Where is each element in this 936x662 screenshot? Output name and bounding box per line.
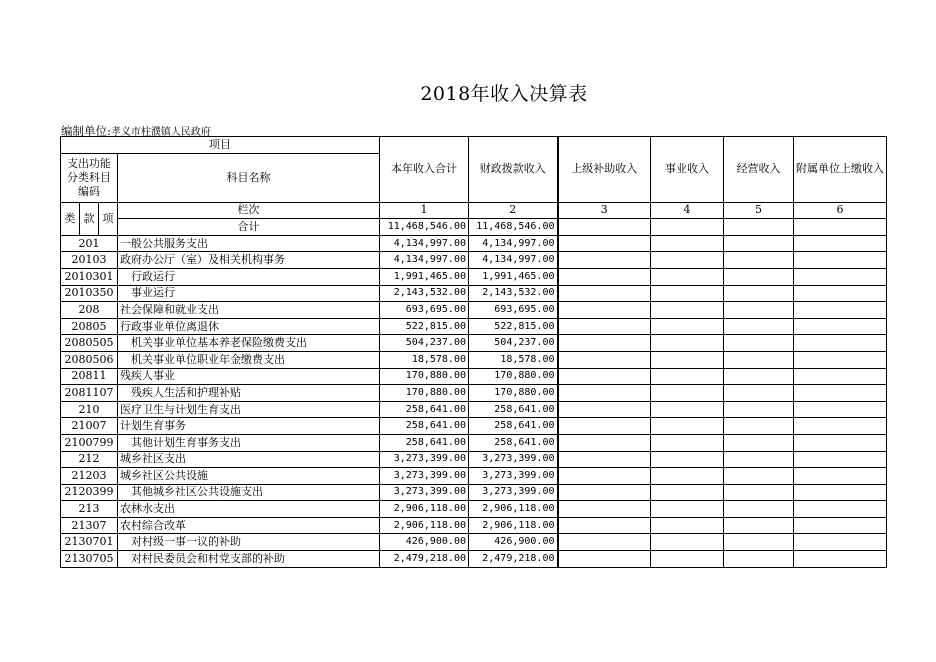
col-number-1: 1 xyxy=(380,202,469,219)
table-row xyxy=(61,468,887,485)
row-operating-income xyxy=(724,534,794,551)
row-operating-income xyxy=(724,451,794,468)
row-superior-subsidy xyxy=(558,401,651,418)
table-row xyxy=(61,534,887,551)
row-operating-income xyxy=(724,434,794,451)
row-subject-name: 机关事业单位职业年金缴费支出 xyxy=(118,351,380,368)
row-fiscal-income: 258,641.00 xyxy=(469,418,558,435)
prepared-by-org: 孝义市柱濮镇人民政府 xyxy=(110,127,211,138)
row-operating-income xyxy=(724,418,794,435)
row-total-income: 2,906,118.00 xyxy=(380,501,469,518)
row-superior-subsidy xyxy=(558,268,651,285)
row-operating-income xyxy=(724,285,794,302)
row-business-income xyxy=(651,401,724,418)
row-affiliate-income xyxy=(794,302,887,319)
row-fiscal-income: 3,273,399.00 xyxy=(469,451,558,468)
row-affiliate-income xyxy=(794,268,887,285)
row-operating-income xyxy=(724,501,794,518)
total-label: 合计 xyxy=(118,219,380,236)
row-total-income: 170,880.00 xyxy=(380,385,469,402)
row-code: 21307 xyxy=(61,517,118,534)
row-fiscal-income: 3,273,399.00 xyxy=(469,484,558,501)
row-business-income xyxy=(651,551,724,568)
row-affiliate-income xyxy=(794,517,887,534)
row-business-income xyxy=(651,418,724,435)
header-col-4: 事业收入 xyxy=(651,137,724,203)
row-business-income xyxy=(651,368,724,385)
row-superior-subsidy xyxy=(558,285,651,302)
row-code: 2130705 xyxy=(61,551,118,568)
col-number-5: 5 xyxy=(724,202,794,219)
row-subject-name: 事业运行 xyxy=(118,285,380,302)
header-col-3: 上级补助收入 xyxy=(558,137,651,203)
row-superior-subsidy xyxy=(558,318,651,335)
row-fiscal-income: 2,906,118.00 xyxy=(469,501,558,518)
row-business-income xyxy=(651,385,724,402)
row-total-income: 1,991,465.00 xyxy=(380,268,469,285)
row-business-income xyxy=(651,517,724,534)
row-code: 2080506 xyxy=(61,351,118,368)
row-code: 2081107 xyxy=(61,385,118,402)
row-code: 2130701 xyxy=(61,534,118,551)
table-row xyxy=(61,268,887,285)
row-operating-income xyxy=(724,517,794,534)
row-business-income xyxy=(651,468,724,485)
col-number-2: 2 xyxy=(469,202,558,219)
row-business-income xyxy=(651,285,724,302)
row-operating-income xyxy=(724,302,794,319)
row-total-income: 18,578.00 xyxy=(380,351,469,368)
row-affiliate-income xyxy=(794,534,887,551)
row-fiscal-income: 2,906,118.00 xyxy=(469,517,558,534)
header-col-2: 财政拨款收入 xyxy=(469,137,558,203)
row-fiscal-income: 258,641.00 xyxy=(469,434,558,451)
row-affiliate-income xyxy=(794,318,887,335)
row-fiscal-income: 170,880.00 xyxy=(469,368,558,385)
row-superior-subsidy xyxy=(558,252,651,269)
row-affiliate-income xyxy=(794,252,887,269)
row-subject-name: 政府办公厅（室）及相关机构事务 xyxy=(118,252,380,269)
row-subject-name: 城乡社区支出 xyxy=(118,451,380,468)
row-fiscal-income: 504,237.00 xyxy=(469,335,558,352)
table-row xyxy=(61,235,887,252)
row-operating-income xyxy=(724,351,794,368)
row-subject-name: 行政运行 xyxy=(118,268,380,285)
row-fiscal-income: 258,641.00 xyxy=(469,401,558,418)
row-total-income: 4,134,997.00 xyxy=(380,252,469,269)
row-superior-subsidy xyxy=(558,484,651,501)
row-fiscal-income: 2,479,218.00 xyxy=(469,551,558,568)
row-total-income: 2,906,118.00 xyxy=(380,517,469,534)
row-subject-name: 行政事业单位离退休 xyxy=(118,318,380,335)
row-business-income xyxy=(651,501,724,518)
header-col-5: 经营收入 xyxy=(724,137,794,203)
row-total-income: 3,273,399.00 xyxy=(380,451,469,468)
row-operating-income xyxy=(724,368,794,385)
row-subject-name: 残疾人生活和护理补贴 xyxy=(118,385,380,402)
table-row xyxy=(61,385,887,402)
row-affiliate-income xyxy=(794,335,887,352)
row-business-income xyxy=(651,484,724,501)
row-superior-subsidy xyxy=(558,385,651,402)
row-operating-income xyxy=(724,268,794,285)
row-operating-income xyxy=(724,252,794,269)
table-row xyxy=(61,501,887,518)
row-total-income: 2,143,532.00 xyxy=(380,285,469,302)
row-subject-name: 对村级一事一议的补助 xyxy=(118,534,380,551)
row-affiliate-income xyxy=(794,551,887,568)
row-total-income: 2,479,218.00 xyxy=(380,551,469,568)
table-row xyxy=(61,285,887,302)
row-subject-name: 医疗卫生与计划生育支出 xyxy=(118,401,380,418)
row-subject-name: 计划生育事务 xyxy=(118,418,380,435)
row-superior-subsidy xyxy=(558,351,651,368)
row-affiliate-income xyxy=(794,385,887,402)
total-col-3 xyxy=(558,219,651,236)
row-subject-name: 对村民委员会和村党支部的补助 xyxy=(118,551,380,568)
row-subject-name: 其他计划生育事务支出 xyxy=(118,434,380,451)
table-row xyxy=(61,401,887,418)
row-fiscal-income: 4,134,997.00 xyxy=(469,235,558,252)
table-row xyxy=(61,351,887,368)
row-total-income: 426,900.00 xyxy=(380,534,469,551)
header-lei: 类 xyxy=(61,202,80,235)
table-row xyxy=(61,335,887,352)
row-total-income: 4,134,997.00 xyxy=(380,235,469,252)
row-superior-subsidy xyxy=(558,335,651,352)
row-affiliate-income xyxy=(794,468,887,485)
row-fiscal-income: 18,578.00 xyxy=(469,351,558,368)
row-business-income xyxy=(651,335,724,352)
total-col-2: 11,468,546.00 xyxy=(469,219,558,236)
row-total-income: 170,880.00 xyxy=(380,368,469,385)
col-number-4: 4 xyxy=(651,202,724,219)
header-project: 项目 xyxy=(61,137,380,154)
row-subject-name: 其他城乡社区公共设施支出 xyxy=(118,484,380,501)
row-operating-income xyxy=(724,335,794,352)
row-operating-income xyxy=(724,318,794,335)
row-total-income: 258,641.00 xyxy=(380,434,469,451)
row-business-income xyxy=(651,451,724,468)
row-affiliate-income xyxy=(794,235,887,252)
row-code: 2010350 xyxy=(61,285,118,302)
row-superior-subsidy xyxy=(558,302,651,319)
row-superior-subsidy xyxy=(558,451,651,468)
header-col-1: 本年收入合计 xyxy=(380,137,469,203)
table-row xyxy=(61,484,887,501)
row-fiscal-income: 4,134,997.00 xyxy=(469,252,558,269)
row-superior-subsidy xyxy=(558,434,651,451)
header-kuan: 款 xyxy=(80,202,99,235)
row-fiscal-income: 1,991,465.00 xyxy=(469,268,558,285)
row-subject-name: 社会保障和就业支出 xyxy=(118,302,380,319)
header-xiang: 项 xyxy=(99,202,118,235)
row-affiliate-income xyxy=(794,368,887,385)
header-func-class: 支出功能分类科目编码 xyxy=(61,153,118,202)
row-business-income xyxy=(651,434,724,451)
row-affiliate-income xyxy=(794,351,887,368)
row-code: 212 xyxy=(61,451,118,468)
row-business-income xyxy=(651,235,724,252)
col-number-3: 3 xyxy=(558,202,651,219)
row-subject-name: 机关事业单位基本养老保险缴费支出 xyxy=(118,335,380,352)
row-code: 2100799 xyxy=(61,434,118,451)
row-total-income: 3,273,399.00 xyxy=(380,468,469,485)
row-affiliate-income xyxy=(794,484,887,501)
row-business-income xyxy=(651,534,724,551)
row-superior-subsidy xyxy=(558,418,651,435)
row-code: 2010301 xyxy=(61,268,118,285)
row-fiscal-income: 522,815.00 xyxy=(469,318,558,335)
row-subject-name: 残疾人事业 xyxy=(118,368,380,385)
row-subject-name: 农村综合改革 xyxy=(118,517,380,534)
row-code: 201 xyxy=(61,235,118,252)
table-row xyxy=(61,451,887,468)
row-total-income: 504,237.00 xyxy=(380,335,469,352)
row-business-income xyxy=(651,268,724,285)
row-affiliate-income xyxy=(794,418,887,435)
row-code: 21203 xyxy=(61,468,118,485)
total-col-4 xyxy=(651,219,724,236)
row-code: 2120399 xyxy=(61,484,118,501)
header-subject-name: 科目名称 xyxy=(118,153,380,202)
row-superior-subsidy xyxy=(558,551,651,568)
row-operating-income xyxy=(724,484,794,501)
row-superior-subsidy xyxy=(558,534,651,551)
table-row xyxy=(61,302,887,319)
row-subject-name: 城乡社区公共设施 xyxy=(118,468,380,485)
row-code: 20811 xyxy=(61,368,118,385)
row-subject-name: 农林水支出 xyxy=(118,501,380,518)
row-business-income xyxy=(651,302,724,319)
row-superior-subsidy xyxy=(558,517,651,534)
row-affiliate-income xyxy=(794,501,887,518)
row-operating-income xyxy=(724,385,794,402)
row-affiliate-income xyxy=(794,285,887,302)
header-lanci: 栏次 xyxy=(118,202,380,219)
row-code: 21007 xyxy=(61,418,118,435)
row-fiscal-income: 693,695.00 xyxy=(469,302,558,319)
row-business-income xyxy=(651,318,724,335)
table-row xyxy=(61,434,887,451)
col-number-6: 6 xyxy=(794,202,887,219)
row-operating-income xyxy=(724,235,794,252)
row-code: 20103 xyxy=(61,252,118,269)
row-code: 210 xyxy=(61,401,118,418)
income-table xyxy=(60,136,887,568)
table-row xyxy=(61,252,887,269)
table-row xyxy=(61,418,887,435)
row-fiscal-income: 2,143,532.00 xyxy=(469,285,558,302)
row-total-income: 693,695.00 xyxy=(380,302,469,319)
row-superior-subsidy xyxy=(558,235,651,252)
total-col-6 xyxy=(794,219,887,236)
row-fiscal-income: 3,273,399.00 xyxy=(469,468,558,485)
table-row xyxy=(61,517,887,534)
total-col-5 xyxy=(724,219,794,236)
row-subject-name: 一般公共服务支出 xyxy=(118,235,380,252)
row-code: 208 xyxy=(61,302,118,319)
table-row xyxy=(61,551,887,568)
row-affiliate-income xyxy=(794,401,887,418)
prepared-by-label: 编制单位: xyxy=(61,124,111,138)
row-superior-subsidy xyxy=(558,468,651,485)
row-operating-income xyxy=(724,551,794,568)
row-total-income: 258,641.00 xyxy=(380,401,469,418)
row-total-income: 258,641.00 xyxy=(380,418,469,435)
row-affiliate-income xyxy=(794,451,887,468)
header-col-6: 附属单位上缴收入 xyxy=(794,137,887,203)
row-total-income: 522,815.00 xyxy=(380,318,469,335)
row-affiliate-income xyxy=(794,434,887,451)
total-col-1: 11,468,546.00 xyxy=(380,219,469,236)
row-fiscal-income: 426,900.00 xyxy=(469,534,558,551)
row-operating-income xyxy=(724,401,794,418)
row-total-income: 3,273,399.00 xyxy=(380,484,469,501)
row-superior-subsidy xyxy=(558,501,651,518)
row-code: 213 xyxy=(61,501,118,518)
row-superior-subsidy xyxy=(558,368,651,385)
row-business-income xyxy=(651,351,724,368)
row-business-income xyxy=(651,252,724,269)
table-row xyxy=(61,368,887,385)
row-code: 2080505 xyxy=(61,335,118,352)
table-row xyxy=(61,318,887,335)
row-code: 20805 xyxy=(61,318,118,335)
row-operating-income xyxy=(724,468,794,485)
row-fiscal-income: 170,880.00 xyxy=(469,385,558,402)
report-title: 2018年收入决算表 xyxy=(420,83,588,105)
